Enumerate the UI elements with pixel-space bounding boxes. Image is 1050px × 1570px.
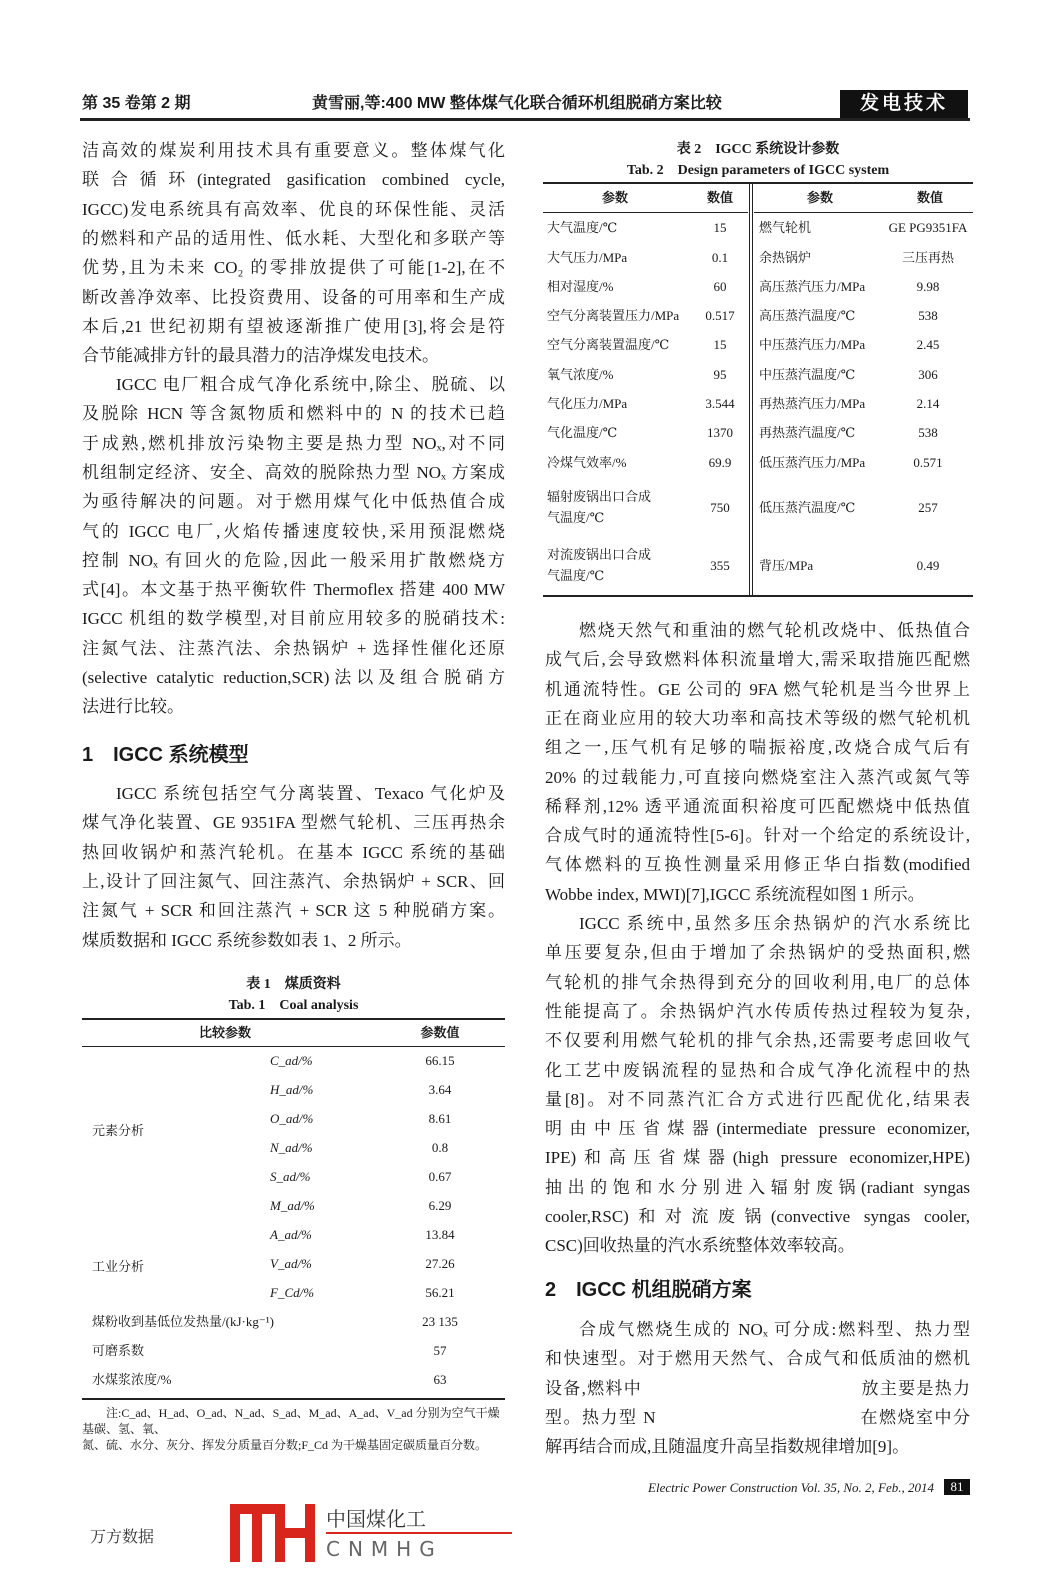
- journal-citation: Electric Power Construction Vol. 35, No. 2, Feb., 2014: [648, 1480, 934, 1495]
- text-line: 燃烧天然气和重油的燃气轮机改烧中、低热值合: [579, 621, 970, 640]
- table-rule: [543, 182, 973, 184]
- table-1-value: 23 135: [422, 1314, 458, 1329]
- table-2-param-cont: 气温度/℃: [547, 568, 605, 583]
- table-1-param: 水煤浆浓度/%: [92, 1372, 172, 1387]
- text-line: 优势,且为未来 CO₂ 的零排放提供了可能[1-2],在不: [82, 258, 505, 278]
- text-line: 合成气时的通流特性[5-6]。针对一个给定的系统设计,: [545, 826, 970, 846]
- text-line: 的燃料和产品的适用性、低水耗、大型化和多联产等: [82, 228, 505, 248]
- group-label-elemental: 元素分析: [92, 1123, 145, 1138]
- table-1-note-line: 氮、硫、水分、灰分、挥发分质量百分数;F_Cd 为干燥基固定碳质量百分数。: [82, 1438, 488, 1452]
- text-line: 单压要复杂,但由于增加了余热锅炉的受热面积,燃: [545, 943, 970, 963]
- column-badge: 发电技术: [840, 90, 968, 118]
- table-2-param: 空气分离装置温度/℃: [547, 337, 670, 352]
- text-line: 断改善净效率、比投资费用、设备的可用率和生产成: [82, 287, 505, 307]
- text-line: IGCC 电厂粗合成气净化系统中,除尘、脱硫、以: [116, 375, 505, 394]
- table-1-param: A_ad/%: [270, 1227, 312, 1242]
- header-rule: [80, 118, 970, 121]
- running-title: 黄雪丽,等:400 MW 整体煤气化联合循环机组脱硝方案比较: [312, 95, 722, 112]
- text-line: 为亟待解决的问题。对于燃用煤气化中低热值合成: [82, 492, 505, 512]
- text-line: cooler,RSC)和对流废锅(convective syngas cooler,: [545, 1207, 970, 1226]
- table-1-param: M_ad/%: [270, 1198, 315, 1213]
- table-1-param: N_ad/%: [270, 1140, 313, 1155]
- text-line: 型。热力型 N 在燃烧室中分: [545, 1407, 970, 1427]
- text-line: 热回收锅炉和蒸汽轮机。在基本 IGCC 系统的基础: [82, 842, 505, 862]
- table-2-header: 数值: [916, 190, 943, 205]
- table-1-header-value: 参数值: [420, 1025, 460, 1040]
- table-1-caption-cn: 表 1 煤质资料: [246, 977, 341, 992]
- table-2-value: 2.14: [916, 396, 940, 411]
- table-2-value: 538: [918, 308, 938, 323]
- table-2-param: 相对湿度/%: [547, 279, 614, 294]
- text-line: Wobbe index, MWI)[7],IGCC 系统流程如图 1 所示。: [545, 884, 925, 904]
- text-line: 气轮机的排气余热得到充分的回收利用,电厂的总体: [545, 972, 970, 992]
- text-line: 煤质数据和 IGCC 系统参数如表 1、2 所示。: [82, 930, 412, 950]
- table-2-param: 辐射废锅出口合成: [547, 489, 652, 504]
- text-line: 组之一,压气机有足够的喘振裕度,改烧合成气后有: [545, 738, 970, 758]
- text-line: 气的 IGCC 电厂,火焰传播速度较快,采用预混燃烧: [82, 521, 505, 541]
- table-2-value: 60: [713, 279, 727, 294]
- text-line: 稀释剂,12% 透平通流面积裕度可匹配燃烧中低热值: [545, 796, 970, 816]
- text-line: 设备,燃料中 放主要是热力: [545, 1378, 970, 1398]
- table-2-value: 2.45: [916, 337, 940, 352]
- table-2-param: 高压蒸汽压力/MPa: [759, 279, 866, 294]
- text-line: 煤气净化装置、GE 9351FA 型燃气轮机、三压再热余: [82, 813, 505, 833]
- table-2-param-cont: 气温度/℃: [547, 510, 605, 525]
- text-line: IPE)和高压省煤器(high pressure economizer,HPE): [545, 1148, 970, 1168]
- table-2-param: 大气温度/℃: [547, 220, 618, 235]
- text-line: 正在商业应用的较大功率和高技术等级的燃气轮机机: [545, 708, 970, 728]
- table-2-value: 0.571: [913, 455, 943, 470]
- table-2-param: 冷煤气效率/%: [547, 455, 627, 470]
- text-line: 性能提高了。余热锅炉汽水传质传热过程较为复杂,: [545, 1001, 970, 1021]
- table-2-param: 中压蒸汽温度/℃: [759, 367, 856, 382]
- table-1-value: 66.15: [425, 1053, 455, 1068]
- text-line: IGCC)发电系统具有高效率、优良的环保性能、灵活: [82, 199, 505, 219]
- table-2-value: 15: [713, 337, 727, 352]
- text-line: 成气后,会导致燃料体积流量增大,需采取措施匹配燃: [545, 650, 970, 670]
- text-line: IGCC 系统中,虽然多压余热锅炉的汽水系统比: [579, 914, 970, 933]
- table-2-value: 257: [918, 500, 938, 515]
- issue-label: 第 35 卷第 2 期: [82, 95, 191, 112]
- table-2-header: 数值: [706, 190, 733, 205]
- table-2-value: 0.1: [711, 250, 729, 265]
- table-1-param: O_ad/%: [270, 1111, 314, 1126]
- table-2-param: 燃气轮机: [759, 220, 812, 235]
- table-2-value: 9.98: [916, 279, 940, 294]
- text-line: 20% 的过载能力,可直接向燃烧室注入蒸汽或氮气等: [545, 767, 970, 787]
- text-line: (selective catalytic reduction,SCR)法以及组合脱硝方: [82, 668, 505, 687]
- table-1-note-line: 注:C_ad、H_ad、O_ad、N_ad、S_ad、M_ad、A_ad、V_ad 分别为空气干燥基碳、氢、氧、: [82, 1406, 500, 1436]
- text-line: IGCC 机组的数学模型,对目前应用较多的脱硝技术:: [82, 609, 505, 629]
- cnmhg-logo-icon: [230, 1504, 556, 1562]
- table-2-value: 306: [918, 367, 938, 382]
- text-line: 于成熟,燃机排放污染物主要是热力型 NOₓ,对不同: [82, 433, 505, 453]
- text-line: 化工艺中废锅流程的显热和合成气净化流程中的热: [545, 1060, 970, 1080]
- table-1-value: 63: [433, 1372, 447, 1387]
- table-2-header: 参数: [601, 190, 628, 205]
- table-2-param: 背压/MPa: [759, 558, 814, 573]
- table-1-param: V_ad/%: [270, 1256, 312, 1271]
- table-rule: [82, 1046, 505, 1047]
- table-1-param: C_ad/%: [270, 1053, 313, 1068]
- table-1-value: 0.8: [431, 1140, 449, 1155]
- table-2-value: 三压再热: [901, 250, 954, 265]
- text-line: 机通流特性。GE 公司的 9FA 燃气轮机是当今世界上: [545, 679, 970, 699]
- table-2-value: 0.49: [916, 558, 940, 573]
- table-1-header-param: 比较参数: [198, 1025, 251, 1040]
- svg-text:中国煤化工: 中国煤化工: [326, 1507, 426, 1531]
- table-2-param: 低压蒸汽压力/MPa: [759, 455, 866, 470]
- table-1-value: 0.67: [428, 1169, 452, 1184]
- table-2-value: 750: [710, 500, 730, 515]
- table-2-param: 再热蒸汽温度/℃: [759, 425, 856, 440]
- table-1-param: S_ad/%: [270, 1169, 311, 1184]
- text-line: 注氮气 + SCR 和回注蒸汽 + SCR 这 5 种脱硝方案。: [82, 901, 505, 921]
- table-divider: [749, 184, 750, 596]
- table-rule: [754, 212, 973, 213]
- table-divider: [752, 184, 753, 596]
- table-1-param: 煤粉收到基低位发热量/(kJ·kg⁻¹): [92, 1314, 274, 1329]
- table-1-value: 3.64: [428, 1082, 452, 1097]
- text-line: 解再结合而成,且随温度升高呈指数规律增加[9]。: [545, 1437, 910, 1457]
- table-2-header: 参数: [806, 190, 833, 205]
- table-2-param: 大气压力/MPa: [547, 250, 628, 265]
- text-line: 和快速型。对于燃用天然气、合成气和低质油的燃机: [545, 1349, 970, 1369]
- table-2-param: 气化压力/MPa: [547, 396, 628, 411]
- table-1-value: 13.84: [425, 1227, 455, 1242]
- table-1-caption-en: Tab. 1 Coal analysis: [228, 998, 359, 1013]
- text-line: 式[4]。本文基于热平衡软件 Thermoflex 搭建 400 MW: [82, 580, 505, 600]
- text-line: 上,设计了回注氮气、回注蒸汽、余热锅炉 + SCR、回: [82, 871, 505, 891]
- text-line: 及脱除 HCN 等含氮物质和燃料中的 N 的技术已趋: [82, 404, 505, 424]
- table-2-value: 3.544: [705, 396, 735, 411]
- table-1-value: 57: [433, 1343, 447, 1358]
- section-2-heading: 2 IGCC 机组脱硝方案: [545, 1279, 752, 1301]
- table-2-param: 中压蒸汽压力/MPa: [759, 337, 866, 352]
- text-line: 抽出的饱和水分别进入辐射废锅(radiant syngas: [545, 1177, 970, 1197]
- table-2-value: 1370: [707, 425, 733, 440]
- text-line: 注氮气法、注蒸汽法、余热锅炉 + 选择性催化还原: [82, 638, 505, 658]
- text-line: 控制 NOₓ 有回火的危险,因此一般采用扩散燃烧方: [82, 550, 505, 570]
- table-2-param: 高压蒸汽温度/℃: [759, 308, 856, 323]
- text-line: 不仅要利用燃气轮机的排气余热,还需要考虑回收气: [545, 1031, 970, 1051]
- table-2-value: GE PG9351FA: [888, 220, 968, 235]
- table-rule: [543, 595, 973, 597]
- cnmhg-watermark: [230, 1504, 556, 1562]
- text-line: 气体燃料的互换性测量采用修正华白指数(modified: [545, 855, 970, 875]
- table-2-value: 95: [713, 367, 727, 382]
- table-2-value: 355: [710, 558, 730, 573]
- table-2-caption-en: Tab. 2 Design parameters of IGCC system: [626, 163, 890, 178]
- table-2-param: 空气分离装置压力/MPa: [547, 308, 680, 323]
- table-1-param: 可磨系数: [92, 1343, 145, 1358]
- text-line: CSC)回收热量的汽水系统整体效率较高。: [545, 1236, 855, 1256]
- text-line: 量[8]。对不同蒸汽汇合方式进行匹配优化,结果表: [545, 1089, 970, 1109]
- table-2-param: 余热锅炉: [759, 250, 812, 265]
- table-1-value: 8.61: [428, 1111, 452, 1126]
- group-label-proximate: 工业分析: [92, 1259, 145, 1274]
- text-line: 法进行比较。: [82, 697, 184, 717]
- table-2-param: 气化温度/℃: [547, 425, 618, 440]
- table-2-value: 15: [713, 220, 727, 235]
- table-2-param: 低压蒸汽温度/℃: [759, 500, 856, 515]
- table-rule: [82, 1018, 505, 1020]
- table-2-param: 对流废锅出口合成: [547, 547, 652, 562]
- text-line: 合成气燃烧生成的 NOₓ 可分成:燃料型、热力型: [579, 1320, 970, 1339]
- page-number: 81: [944, 1479, 970, 1495]
- table-rule: [543, 212, 748, 213]
- text-line: 机组制定经济、安全、高效的脱除热力型 NOₓ 方案成: [82, 462, 505, 482]
- text-line: 洁高效的煤炭利用技术具有重要意义。整体煤气化: [82, 141, 505, 160]
- table-2-value: 538: [918, 425, 938, 440]
- text-line: 联合循环(integrated gasification combined cycle,: [82, 170, 505, 190]
- table-1-param: F_Cd/%: [270, 1285, 315, 1300]
- table-2-value: 0.517: [705, 308, 735, 323]
- table-rule: [82, 1398, 505, 1400]
- text-line: 明由中压省煤器(intermediate pressure economizer,: [545, 1119, 970, 1139]
- table-1-value: 6.29: [428, 1198, 452, 1213]
- source-label: 万方数据: [90, 1529, 155, 1546]
- table-1-value: 27.26: [425, 1256, 455, 1271]
- table-2-param: 再热蒸汽压力/MPa: [759, 396, 866, 411]
- svg-text:CNMHG: CNMHG: [326, 1537, 443, 1561]
- text-line: IGCC 系统包括空气分离装置、Texaco 气化炉及: [116, 784, 505, 803]
- table-1-note: [82, 1405, 505, 1453]
- section-1-heading: 1 IGCC 系统模型: [82, 744, 249, 766]
- table-1-value: 56.21: [425, 1285, 455, 1300]
- text-line: 本后,21 世纪初期有望被逐渐推广使用[3],将会是符: [82, 316, 505, 336]
- table-1-param: H_ad/%: [270, 1082, 314, 1097]
- text-line: 合节能减排方针的最具潜力的洁净煤发电技术。: [82, 346, 439, 366]
- table-2-value: 69.9: [708, 455, 732, 470]
- table-2-caption-cn: 表 2 IGCC 系统设计参数: [676, 142, 840, 157]
- table-2-param: 氧气浓度/%: [547, 367, 614, 382]
